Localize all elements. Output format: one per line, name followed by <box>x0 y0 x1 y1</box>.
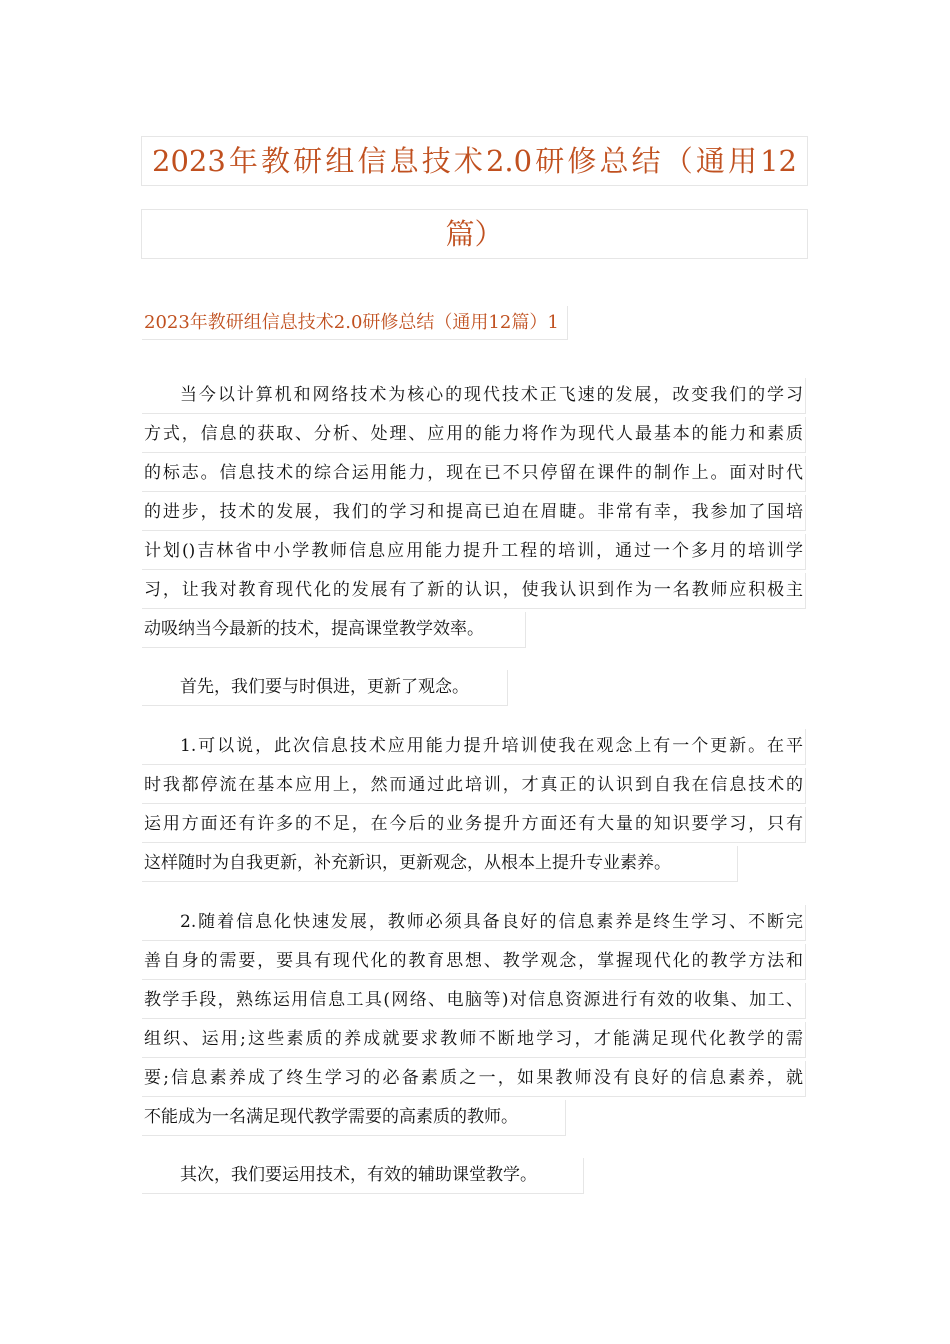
paragraph-4-line-5: 要;信息素养成了终生学习的必备素质之一，如果教师没有良好的信息素养，就 <box>142 1061 806 1097</box>
paragraph-1-line-7: 动吸纳当今最新的技术，提高课堂教学效率。 <box>142 612 526 648</box>
paragraph-5-line-1: 其次，我们要运用技术，有效的辅助课堂教学。 <box>142 1158 584 1194</box>
document-title-line-1: 2023年教研组信息技术2.0研修总结（通用12 <box>141 136 808 186</box>
paragraph-3-line-2: 时我都停流在基本应用上，然而通过此培训，才真正的认识到自我在信息技术的 <box>142 768 806 804</box>
paragraph-4-line-4: 组织、运用;这些素质的养成就要求教师不断地学习，才能满足现代化教学的需 <box>142 1022 806 1058</box>
paragraph-4-line-3: 教学手段，熟练运用信息工具(网络、电脑等)对信息资源进行有效的收集、加工、 <box>142 983 806 1019</box>
paragraph-1-line-5: 计划()吉林省中小学教师信息应用能力提升工程的培训，通过一个多月的培训学 <box>142 534 806 570</box>
paragraph-3-line-3: 运用方面还有许多的不足，在今后的业务提升方面还有大量的知识要学习，只有 <box>142 807 806 843</box>
paragraph-4-line-1: 2.随着信息化快速发展，教师必须具备良好的信息素养是终生学习、不断完 <box>142 905 806 941</box>
paragraph-4-line-2: 善自身的需要，要具有现代化的教育思想、教学观念，掌握现代化的教学方法和 <box>142 944 806 980</box>
paragraph-3-line-1: 1.可以说，此次信息技术应用能力提升培训使我在观念上有一个更新。在平 <box>142 729 806 765</box>
paragraph-1-line-2: 方式，信息的获取、分析、处理、应用的能力将作为现代人最基本的能力和素质 <box>142 417 806 453</box>
paragraph-1-line-3: 的标志。信息技术的综合运用能力，现在已不只停留在课件的制作上。面对时代 <box>142 456 806 492</box>
paragraph-2-line-1: 首先，我们要与时俱进，更新了观念。 <box>142 670 508 706</box>
paragraph-1-line-6: 习，让我对教育现代化的发展有了新的认识，使我认识到作为一名教师应积极主 <box>142 573 806 609</box>
section-heading: 2023年教研组信息技术2.0研修总结（通用12篇）1 <box>142 306 568 340</box>
paragraph-1-line-1: 当今以计算机和网络技术为核心的现代技术正飞速的发展，改变我们的学习 <box>142 378 806 414</box>
paragraph-4-line-6: 不能成为一名满足现代教学需要的高素质的教师。 <box>142 1100 566 1136</box>
document-title-line-2: 篇） <box>141 209 808 259</box>
paragraph-1-line-4: 的进步，技术的发展，我们的学习和提高已迫在眉睫。非常有幸，我参加了国培 <box>142 495 806 531</box>
paragraph-3-line-4: 这样随时为自我更新，补充新识，更新观念，从根本上提升专业素养。 <box>142 846 738 882</box>
